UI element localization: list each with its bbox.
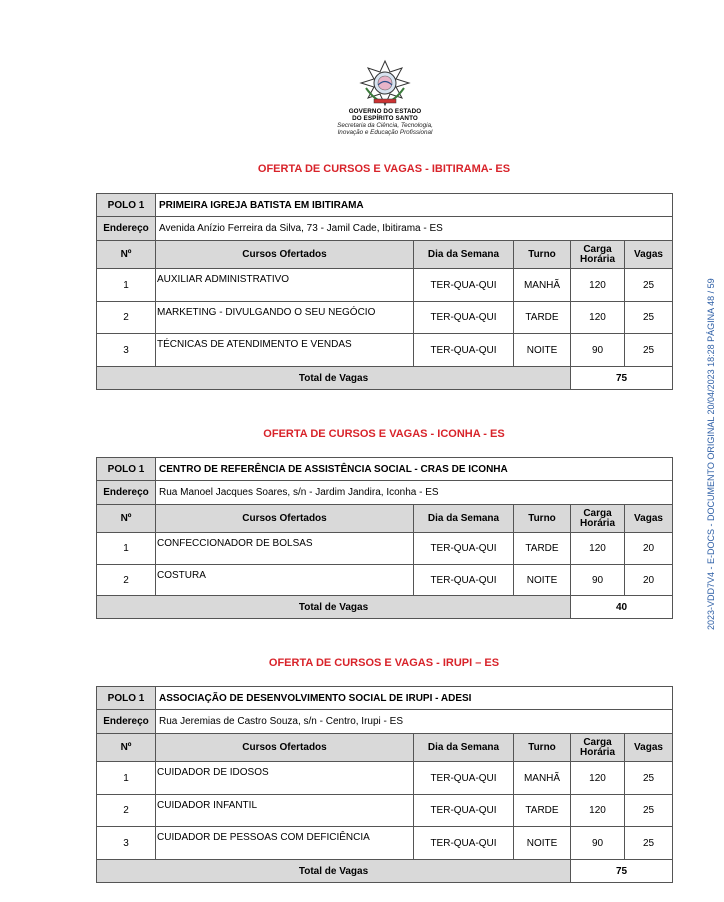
col-hours-line2: Horária [579, 517, 615, 529]
row-number: 2 [97, 565, 156, 596]
polo-row [97, 194, 673, 217]
column-header-row [97, 241, 673, 269]
address-value: Rua Manoel Jacques Soares, s/n - Jardim Jandira, Iconha - ES [156, 481, 673, 505]
row-number: 3 [97, 827, 156, 860]
document-header [300, 58, 470, 136]
course-name: CUIDADOR DE IDOSOS [156, 762, 414, 795]
table-row [97, 795, 673, 827]
col-num-header: Nº [97, 734, 156, 762]
polo-name: ASSOCIAÇÃO DE DESENVOLVIMENTO SOCIAL DE IRUPI - ADESI [156, 687, 673, 710]
weekdays: TER-QUA-QUI [414, 827, 514, 860]
shift: NOITE [514, 334, 571, 367]
course-name: CONFECCIONADOR DE BOLSAS [156, 533, 414, 565]
total-label: Total de Vagas [97, 367, 571, 390]
col-course-header: Cursos Ofertados [156, 505, 414, 533]
col-vacancies-header: Vagas [625, 734, 673, 762]
col-hours-line1: Carga [583, 736, 612, 748]
address-row [97, 481, 673, 505]
table-row [97, 762, 673, 795]
total-row [97, 860, 673, 883]
polo-label: POLO 1 [97, 687, 156, 710]
course-name: CUIDADOR INFANTIL [156, 795, 414, 827]
shift: MANHÃ [514, 762, 571, 795]
address-value: Avenida Anízio Ferreira da Silva, 73 - Jamil Cade, Ibitirama - ES [156, 217, 673, 241]
col-day-header: Dia da Semana [414, 734, 514, 762]
table-row [97, 565, 673, 596]
vacancies: 20 [625, 565, 673, 596]
polo-label: POLO 1 [97, 458, 156, 481]
address-label: Endereço [97, 481, 156, 505]
course-name: CUIDADOR DE PESSOAS COM DEFICIÊNCIA [156, 827, 414, 860]
table-row [97, 827, 673, 860]
col-shift-header: Turno [514, 734, 571, 762]
course-name: MARKETING - DIVULGANDO O SEU NEGÓCIO [156, 302, 414, 334]
weekdays: TER-QUA-QUI [414, 795, 514, 827]
row-number: 3 [97, 334, 156, 367]
weekdays: TER-QUA-QUI [414, 269, 514, 302]
gov-line-2: DO ESPÍRITO SANTO [352, 115, 418, 122]
state-seal-icon [356, 58, 414, 108]
workload: 120 [571, 762, 625, 795]
section-title: OFERTA DE CURSOS E VAGAS - IRUPI – ES [268, 657, 500, 669]
table-row [97, 302, 673, 334]
col-hours-line1: Carga [583, 243, 612, 255]
col-day-header: Dia da Semana [414, 241, 514, 269]
workload: 120 [571, 269, 625, 302]
col-num-header: Nº [97, 241, 156, 269]
col-hours-header [571, 505, 625, 533]
workload: 90 [571, 565, 625, 596]
weekdays: TER-QUA-QUI [414, 762, 514, 795]
weekdays: TER-QUA-QUI [414, 533, 514, 565]
polo-name: PRIMEIRA IGREJA BATISTA EM IBITIRAMA [156, 194, 673, 217]
secretaria-line-2: Inovação e Educação Profissional [337, 129, 433, 136]
vacancies: 25 [625, 269, 673, 302]
total-label: Total de Vagas [97, 596, 571, 619]
col-shift-header: Turno [514, 241, 571, 269]
address-label: Endereço [97, 710, 156, 734]
col-hours-line1: Carga [583, 507, 612, 519]
address-value: Rua Jeremias de Castro Souza, s/n - Centro, Irupi - ES [156, 710, 673, 734]
weekdays: TER-QUA-QUI [414, 302, 514, 334]
col-course-header: Cursos Ofertados [156, 241, 414, 269]
vacancies: 25 [625, 795, 673, 827]
address-label: Endereço [97, 217, 156, 241]
section-title: OFERTA DE CURSOS E VAGAS - IBITIRAMA- ES [257, 163, 511, 175]
course-name: COSTURA [156, 565, 414, 596]
table-row [97, 533, 673, 565]
column-header-row [97, 734, 673, 762]
polo-row [97, 687, 673, 710]
col-vacancies-header: Vagas [625, 241, 673, 269]
col-num-header: Nº [97, 505, 156, 533]
shift: MANHÃ [514, 269, 571, 302]
weekdays: TER-QUA-QUI [414, 565, 514, 596]
col-shift-header: Turno [514, 505, 571, 533]
col-hours-line2: Horária [579, 746, 615, 758]
row-number: 1 [97, 269, 156, 302]
total-row [97, 367, 673, 390]
vacancies: 20 [625, 533, 673, 565]
polo-label: POLO 1 [97, 194, 156, 217]
shift: NOITE [514, 827, 571, 860]
course-name: AUXILIAR ADMINISTRATIVO [156, 269, 414, 302]
workload: 120 [571, 795, 625, 827]
total-row [97, 596, 673, 619]
workload: 90 [571, 334, 625, 367]
document-stamp-text: 2023-VDD7V4 - E-DOCS - DOCUMENTO ORIGINAL 20/04/2023 18:28 PÁGINA 48 / 59 [706, 278, 716, 630]
row-number: 2 [97, 795, 156, 827]
polo-name: CENTRO DE REFERÊNCIA DE ASSISTÊNCIA SOCIAL - CRAS DE ICONHA [156, 458, 673, 481]
courses-table [96, 193, 673, 390]
col-course-header: Cursos Ofertados [156, 734, 414, 762]
table-row [97, 334, 673, 367]
total-value: 40 [571, 596, 673, 619]
vacancies: 25 [625, 334, 673, 367]
shift: TARDE [514, 302, 571, 334]
column-header-row [97, 505, 673, 533]
total-label: Total de Vagas [97, 860, 571, 883]
total-value: 75 [571, 367, 673, 390]
shift: TARDE [514, 795, 571, 827]
col-hours-header [571, 734, 625, 762]
secretaria-line-1: Secretaria da Ciência, Tecnologia, [337, 122, 433, 129]
vacancies: 25 [625, 827, 673, 860]
table-row [97, 269, 673, 302]
vacancies: 25 [625, 302, 673, 334]
address-row [97, 710, 673, 734]
address-row [97, 217, 673, 241]
courses-table [96, 686, 673, 883]
workload: 90 [571, 827, 625, 860]
section-title: OFERTA DE CURSOS E VAGAS - ICONHA - ES [263, 428, 505, 440]
col-day-header: Dia da Semana [414, 505, 514, 533]
vacancies: 25 [625, 762, 673, 795]
row-number: 1 [97, 762, 156, 795]
document-stamp [706, 278, 718, 630]
polo-row [97, 458, 673, 481]
shift: NOITE [514, 565, 571, 596]
shift: TARDE [514, 533, 571, 565]
row-number: 2 [97, 302, 156, 334]
col-hours-line2: Horária [579, 253, 615, 265]
row-number: 1 [97, 533, 156, 565]
col-hours-header [571, 241, 625, 269]
total-value: 75 [571, 860, 673, 883]
workload: 120 [571, 302, 625, 334]
course-name: TÉCNICAS DE ATENDIMENTO E VENDAS [156, 334, 414, 367]
weekdays: TER-QUA-QUI [414, 334, 514, 367]
workload: 120 [571, 533, 625, 565]
courses-table [96, 457, 673, 619]
gov-line-1: GOVERNO DO ESTADO [348, 108, 422, 115]
col-vacancies-header: Vagas [625, 505, 673, 533]
